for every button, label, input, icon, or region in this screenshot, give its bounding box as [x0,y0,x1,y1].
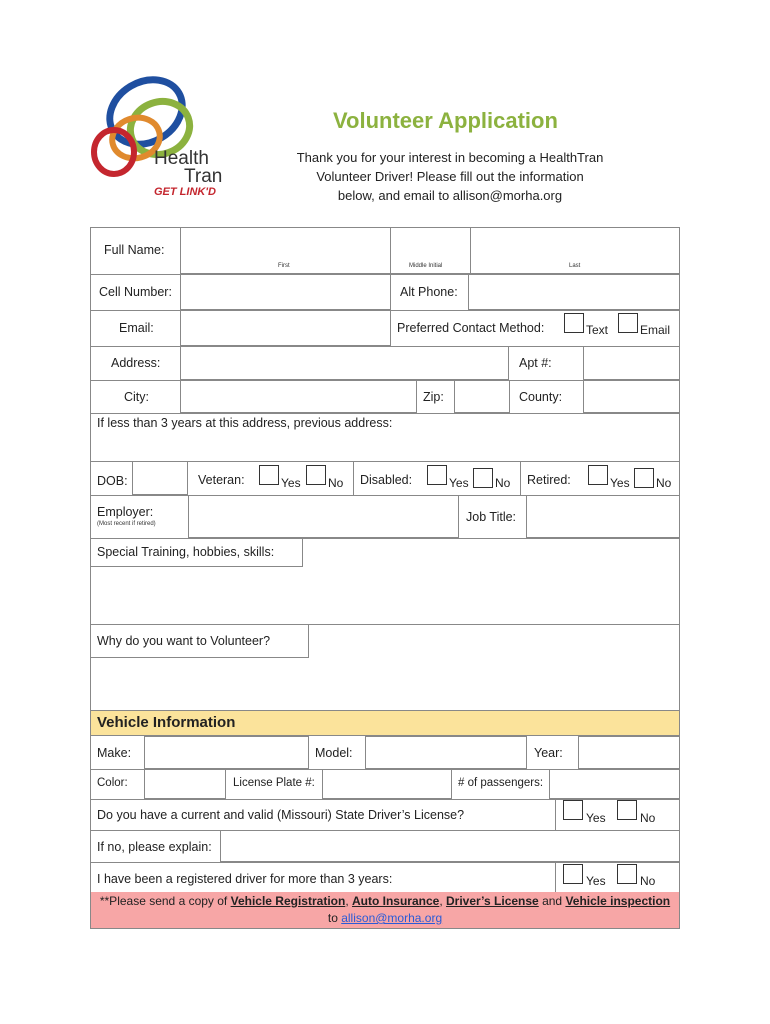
color-label: Color: [97,777,128,789]
notice-sep-3: and [538,894,566,908]
intro-line-1: Thank you for your interest in becoming a HealthTran [296,150,604,165]
registered-yes-checkbox[interactable] [563,864,583,884]
intro-line-3: below, and email to allison@morha.org [337,188,563,203]
special-training-label: Special Training, hobbies, skills: [97,545,275,559]
notice-doc-insurance: Auto Insurance [351,894,440,908]
year-label: Year: [534,746,563,760]
veteran-no-option: No [328,476,344,490]
contact-text-option: Text [586,323,609,337]
why-volunteer-label: Why do you want to Volunteer? [97,634,271,648]
notice-doc-registration: Vehicle Registration [230,894,346,908]
vehicle-information-title: Vehicle Information [97,714,236,731]
special-training-field[interactable] [91,567,679,624]
retired-yes-option: Yes [610,476,630,490]
contact-email-checkbox[interactable] [618,313,638,333]
disabled-yes-checkbox[interactable] [427,465,447,485]
county-label: County: [519,390,563,404]
healthtran-logo [88,70,238,205]
city-label: City: [124,390,149,404]
disabled-no-option: No [495,476,511,490]
employer-label: Employer: [97,505,154,519]
make-field[interactable] [144,736,309,769]
logo-tagline: GET LINK'D [154,186,216,198]
logo-word-tran: Tran [184,166,223,187]
year-field[interactable] [578,736,680,769]
notice-doc-inspection: Vehicle inspection [565,894,671,908]
contact-text-checkbox[interactable] [564,313,584,333]
alt-phone-field[interactable] [468,274,680,310]
notice-to: to [327,911,342,925]
email-label: Email: [119,321,154,335]
previous-address-label: If less than 3 years at this address, previous address: [97,416,393,430]
intro-line-2: Volunteer Driver! Please fill out the information [316,169,584,184]
veteran-yes-option: Yes [281,476,301,490]
notice-email-link[interactable]: allison@morha.org [341,911,443,925]
cell-number-field[interactable] [180,274,391,310]
logo-word-health: Health [154,148,209,169]
full-name-label: Full Name: [104,243,165,257]
license-plate-label: License Plate #: [233,777,315,789]
employer-field[interactable] [188,495,459,538]
previous-address-field[interactable] [91,432,679,461]
retired-no-checkbox[interactable] [634,468,654,488]
apt-field[interactable] [583,346,680,380]
dob-field[interactable] [132,461,188,495]
drivers-license-question: Do you have a current and valid (Missouri) State Driver’s License? [97,808,465,822]
license-yes-checkbox[interactable] [563,800,583,820]
license-no-checkbox[interactable] [617,800,637,820]
vehicle-information-header [91,710,679,736]
dob-label: DOB: [97,474,128,488]
passengers-label: # of passengers: [458,777,544,789]
job-title-field[interactable] [526,495,680,538]
address-label: Address: [111,356,161,370]
explain-field[interactable] [220,830,680,862]
passengers-field[interactable] [549,769,680,799]
make-label: Make: [97,746,132,760]
veteran-label: Veteran: [198,473,245,487]
notice-sep-2: , [439,894,447,908]
page-title: Volunteer Application [333,108,558,133]
disabled-no-checkbox[interactable] [473,468,493,488]
job-title-label: Job Title: [466,510,517,524]
license-yes-option: Yes [586,811,606,825]
registered-no-checkbox[interactable] [617,864,637,884]
contact-email-option: Email [640,323,671,337]
veteran-no-checkbox[interactable] [306,465,326,485]
cell-number-label: Cell Number: [99,285,172,299]
document-notice [91,892,679,928]
alt-phone-label: Alt Phone: [400,285,458,299]
apt-label: Apt #: [519,356,552,370]
color-field[interactable] [144,769,226,799]
employer-note: (Most recent if retired) [97,521,156,527]
first-caption: First [278,263,290,269]
veteran-yes-checkbox[interactable] [259,465,279,485]
explain-label: If no, please explain: [97,840,212,854]
disabled-yes-option: Yes [449,476,469,490]
model-label: Model: [315,746,353,760]
email-field[interactable] [180,310,391,346]
preferred-contact-label: Preferred Contact Method: [397,321,545,335]
registered-no-option: No [640,874,656,888]
disabled-label: Disabled: [360,473,413,487]
zip-field[interactable] [454,380,510,413]
registered-yes-option: Yes [586,874,606,888]
notice-sep-1: , [345,894,352,908]
address-field[interactable] [180,346,509,380]
retired-no-option: No [656,476,672,490]
notice-doc-license: Driver’s License [446,894,539,908]
middle-caption: Middle Initial [409,263,443,269]
retired-yes-checkbox[interactable] [588,465,608,485]
notice-prefix: **Please send a copy of [99,894,231,908]
last-caption: Last [569,263,581,269]
why-volunteer-field[interactable] [91,658,679,710]
model-field[interactable] [365,736,527,769]
license-plate-field[interactable] [322,769,452,799]
license-no-option: No [640,811,656,825]
zip-label: Zip: [423,390,444,404]
registered-driver-question: I have been a registered driver for more than 3 years: [97,872,393,886]
retired-label: Retired: [527,473,571,487]
county-field[interactable] [583,380,680,413]
city-field[interactable] [180,380,417,413]
